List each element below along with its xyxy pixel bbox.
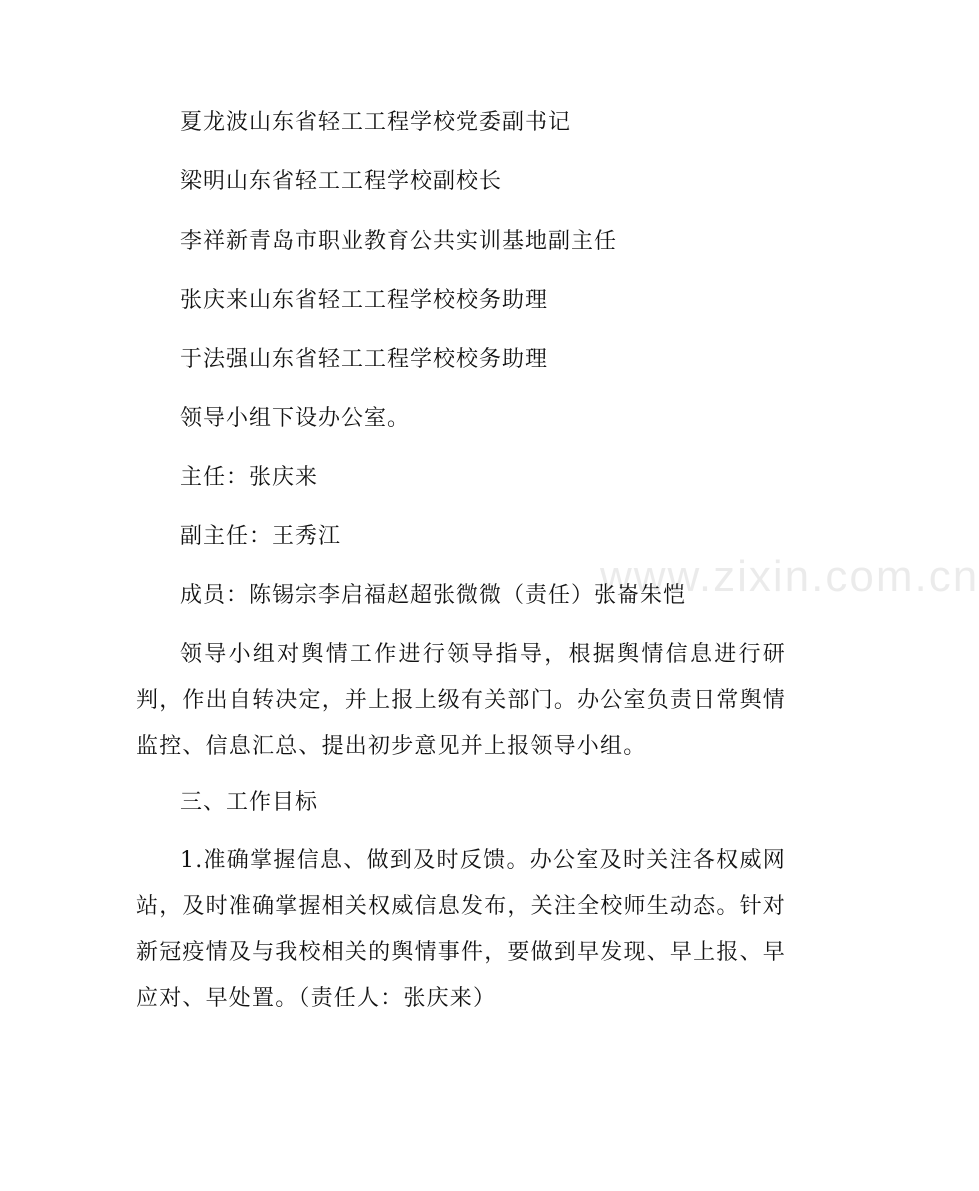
member-line-5: 于法强山东省轻工工程学校校务助理	[180, 347, 549, 372]
member-line-2: 梁明山东省轻工工程学校副校长	[180, 169, 503, 194]
member-line-1: 夏龙波山东省轻工工程学校党委副书记	[180, 110, 572, 135]
director-line: 主任：张庆来	[180, 465, 319, 490]
section-heading: 三、工作目标	[180, 790, 319, 815]
goal-paragraph: 1.准确掌握信息、做到及时反馈。办公室及时关注各权威网站，及时准确掌握相关权威信息发布，关注全校师生动态。针对新冠疫情及与我校相关的舆情事件，要做到早发现、早上报、早应对、早处置。（责任人：张庆来）	[136, 848, 786, 1011]
member-line-3: 李祥新青岛市职业教育公共实训基地副主任	[180, 229, 618, 254]
deputy-director-line: 副主任：王秀江	[180, 524, 342, 549]
office-line: 领导小组下设办公室。	[180, 406, 411, 431]
staff-members-line: 成员：陈锡宗李启福赵超张微微（责任）张崙朱恺	[180, 583, 687, 608]
member-line-4: 张庆来山东省轻工工程学校校务助理	[180, 288, 549, 313]
watermark: www.zixin.com.cn	[600, 552, 979, 601]
responsibility-paragraph: 领导小组对舆情工作进行领导指导，根据舆情信息进行研判，作出自转决定，并上报上级有关部门。办公室负责日常舆情监控、信息汇总、提出初步意见并上报领导小组。	[136, 642, 786, 759]
